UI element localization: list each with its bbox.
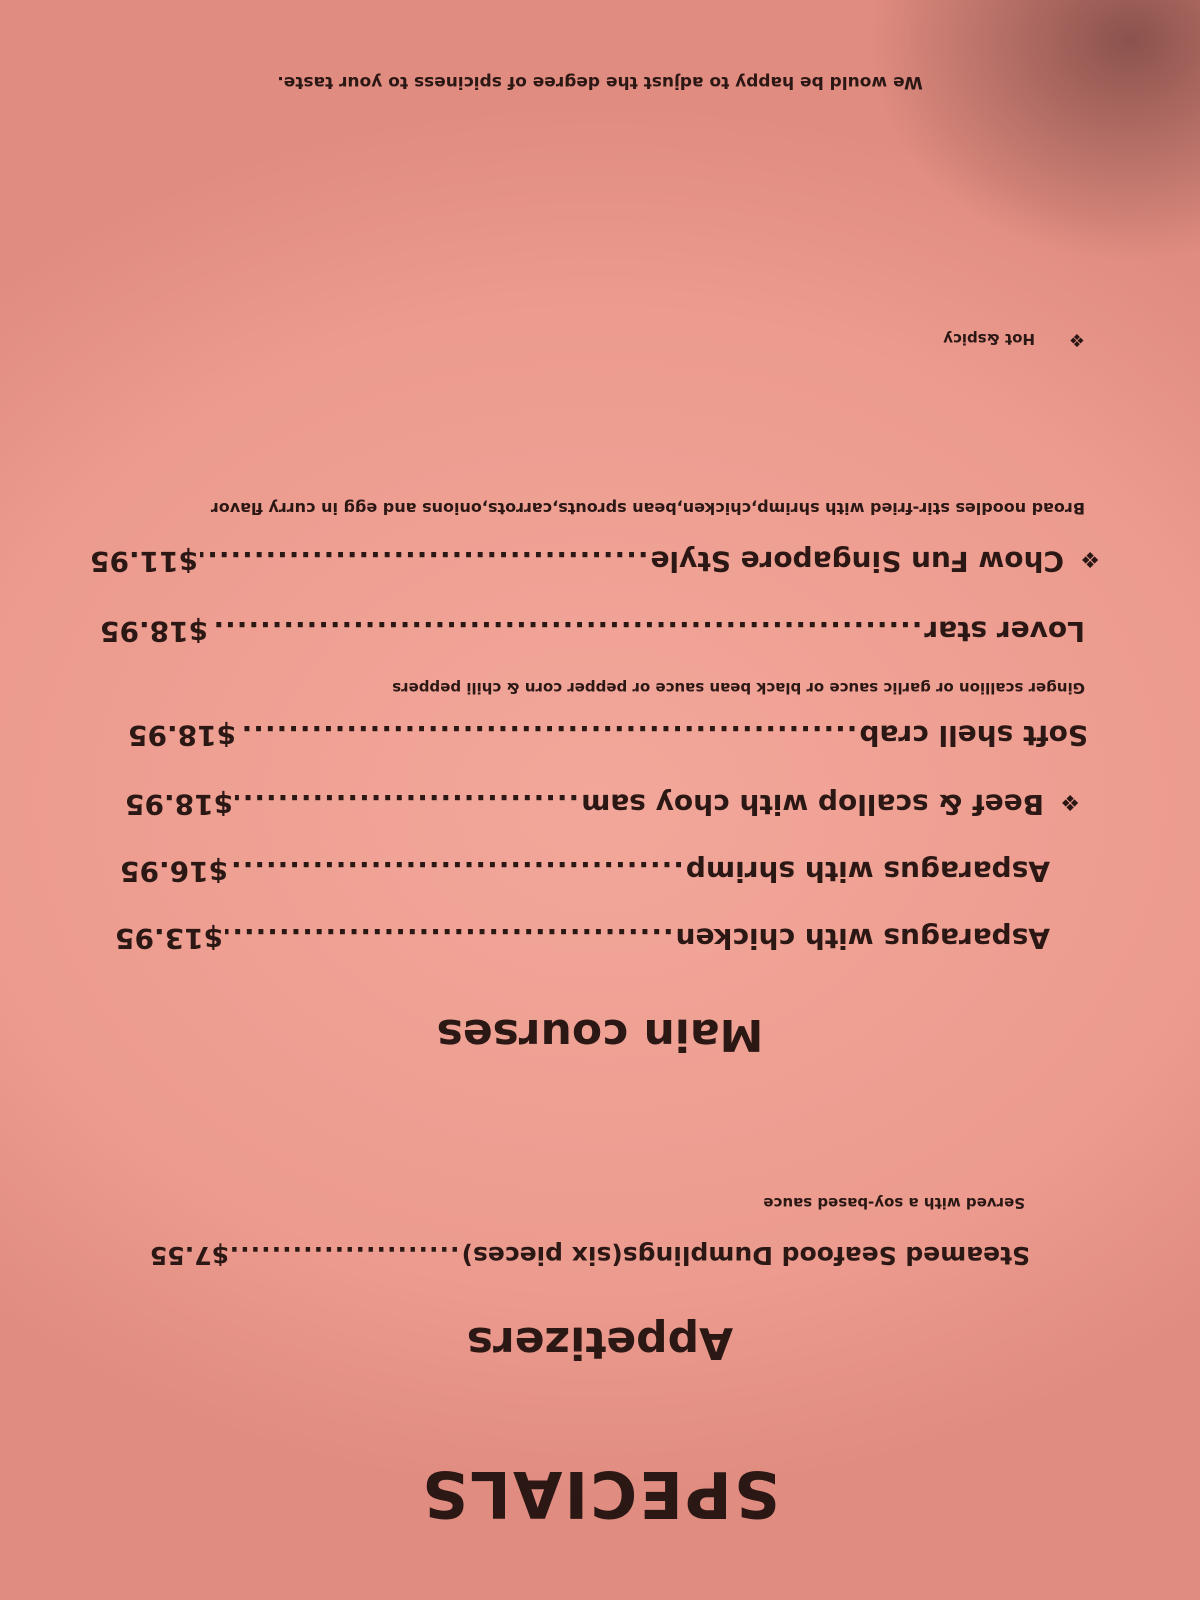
dot-leader [210,615,922,648]
hot-spicy-icon: ❖ [1060,789,1080,814]
dot-leader [200,545,648,578]
menu-item [90,545,1100,578]
menu-item-name: Chow Fun Singapore Style [650,545,1064,578]
dot-leader [231,1241,459,1270]
dot-leader [225,922,674,955]
hot-spicy-icon: ❖ [1080,546,1100,571]
menu-item-price: $18.95 [128,719,237,752]
menu-item-name: Lover star [924,615,1085,648]
menu-item-price: $11.95 [90,545,199,578]
legend-label: Hot &spicy [943,330,1035,349]
menu-item [120,855,1050,888]
menu-item-price: $16.95 [120,855,229,888]
menu-item-price: $7.55 [150,1241,230,1270]
hot-spicy-legend [943,329,1085,350]
menu-item-description: Ginger scallion or garlic sauce or black bean sauce or pepper corn & chili peppers [392,679,1085,697]
menu-item [100,615,1085,648]
menu-item-price: $13.95 [115,922,224,955]
menu-item [150,1241,1030,1270]
menu-item [128,719,1088,752]
dot-leader [238,719,857,752]
dot-leader [235,788,579,821]
menu-item [125,788,1080,821]
section-heading-appetizers: Appetizers [466,1317,734,1368]
section-heading-main-courses: Main courses [436,1009,764,1060]
hot-spicy-icon: ❖ [1068,329,1085,350]
menu-item-name: Asparagus with chicken [675,922,1050,955]
dot-leader [230,855,684,888]
menu-title: SPECIALS [420,1456,780,1530]
menu-item-description: Served with a soy-based sauce [763,1194,1025,1212]
spiciness-note: We would be happy to adjust the degree of spiciness to your taste. [277,72,923,92]
menu-item-price: $18.95 [125,788,234,821]
menu-item-price: $18.95 [100,615,209,648]
menu-item-description: Broad noodles stir-fried with shrimp,chicken,bean sprouts,carrots,onions and egg in curry flavor [210,499,1085,518]
menu-item-name: Soft shell crab [859,719,1088,752]
menu-item-name: Beef & scallop with choy sam [581,788,1044,821]
menu-item [115,922,1050,955]
menu-item-name: Asparagus with shrimp [685,855,1050,888]
menu-item-name: Steamed Seafood Dumplings(six pieces) [461,1241,1030,1270]
